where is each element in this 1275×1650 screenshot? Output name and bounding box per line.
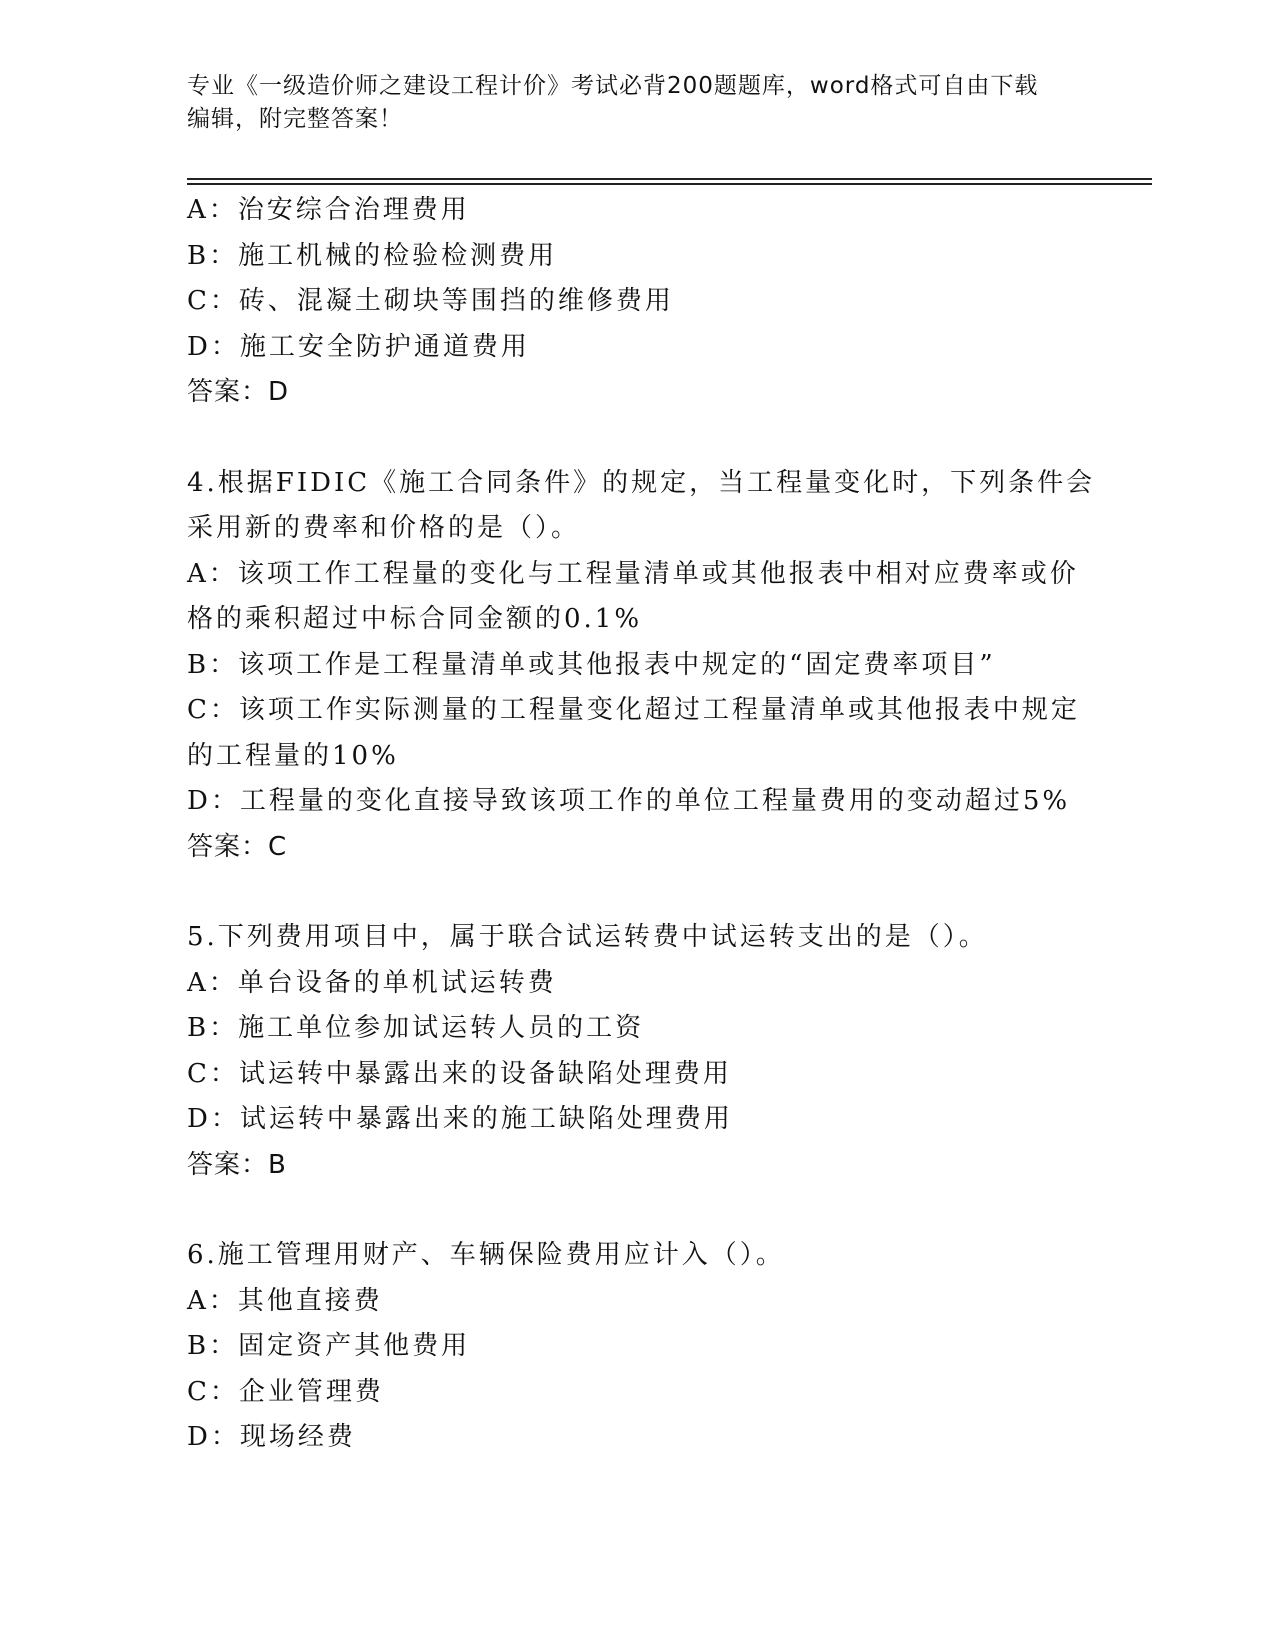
q3-option-c: C：砖、混凝土砌块等围挡的维修费用: [187, 286, 674, 316]
q4-option-c-line-2: 的工程量的10%: [187, 740, 399, 771]
question-4: [187, 461, 1096, 871]
q6-option-b: B：固定资产其他费用: [187, 1331, 471, 1361]
q4-stem-line-1: 4.根据FIDIC《施工合同条件》的规定，当工程量变化时，下列条件会: [187, 467, 1096, 498]
q3-option-a: A：治安综合治理费用: [187, 195, 470, 225]
q6-option-d: D：现场经费: [187, 1422, 356, 1452]
header-rule-top: [187, 178, 1152, 180]
q6-option-c: C：企业管理费: [187, 1376, 384, 1407]
q5-stem: 5.下列费用项目中，属于联合试运转费中试运转支出的是（）。: [187, 922, 988, 952]
q6-option-a: A：其他直接费: [187, 1285, 383, 1316]
q5-option-a: A：单台设备的单机试运转费: [187, 967, 557, 998]
q6-stem: 6.施工管理用财产、车辆保险费用应计入（）。: [187, 1240, 785, 1270]
question-6: [187, 1233, 1087, 1461]
q5-option-d: D：试运转中暴露出来的施工缺陷处理费用: [187, 1104, 733, 1134]
header-line-1: 专业《一级造价师之建设工程计价》考试必背200题题库，word格式可自由下载: [187, 73, 1039, 99]
q3-option-b: B：施工机械的检验检测费用: [187, 240, 558, 271]
q5-option-b: B：施工单位参加试运转人员的工资: [187, 1013, 645, 1043]
q3-answer: 答案：D: [187, 377, 290, 407]
header-line-2: 编辑，附完整答案！: [187, 106, 403, 132]
question-5: [187, 915, 1087, 1188]
q4-answer: 答案：C: [187, 831, 288, 862]
q3-option-d: D：施工安全防护通道费用: [187, 331, 530, 362]
q4-option-b: B：该项工作是工程量清单或其他报表中规定的“固定费率项目”: [187, 649, 996, 680]
document-header: [187, 70, 1067, 136]
q4-stem-line-2: 采用新的费率和价格的是（）。: [187, 513, 581, 543]
q5-option-c: C：试运转中暴露出来的设备缺陷处理费用: [187, 1058, 732, 1089]
q4-option-c-line-1: C：该项工作实际测量的工程量变化超过工程量清单或其他报表中规定: [187, 695, 1080, 725]
q5-answer: 答案：B: [187, 1149, 287, 1180]
header-rule-bottom: [187, 183, 1152, 185]
q4-option-a-line-1: A：该项工作工程量的变化与工程量清单或其他报表中相对应费率或价: [187, 558, 1079, 589]
q4-option-d: D：工程量的变化直接导致该项工作的单位工程量费用的变动超过5%: [187, 786, 1071, 816]
question-content: [187, 188, 1096, 1461]
q4-option-a-line-2: 格的乘积超过中标合同金额的0.1%: [187, 604, 643, 634]
question-3: [187, 188, 1087, 416]
